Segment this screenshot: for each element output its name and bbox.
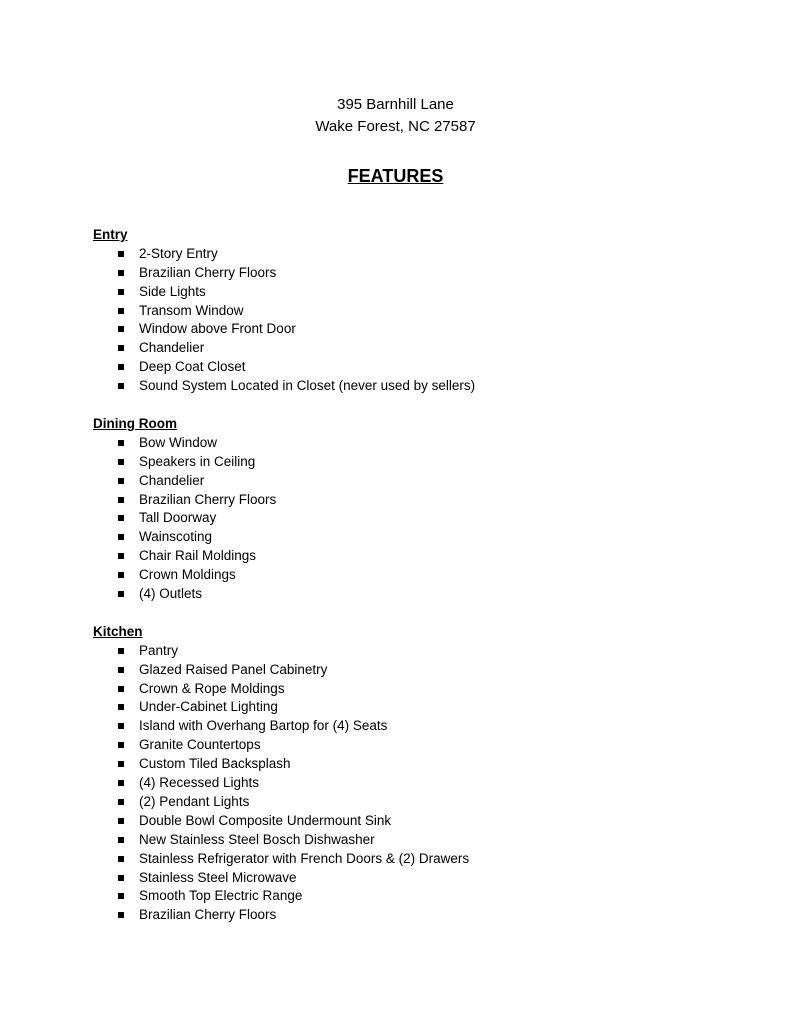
list-item-text: Chandelier — [139, 472, 205, 488]
list-item — [93, 698, 753, 717]
list-item — [93, 491, 753, 510]
section-dining-room — [93, 415, 753, 604]
section-heading: Dining Room — [93, 416, 177, 432]
list-item-text: Crown Moldings — [139, 567, 236, 583]
square-bullet-icon — [118, 515, 124, 521]
list-item — [93, 245, 753, 264]
square-bullet-icon — [118, 837, 124, 843]
section-heading: Kitchen — [93, 623, 143, 639]
feature-list — [93, 642, 753, 925]
list-item-text: New Stainless Steel Bosch Dishwasher — [139, 831, 375, 847]
list-item — [93, 869, 753, 888]
list-item-text: Smooth Top Electric Range — [139, 888, 303, 904]
list-item-text: Speakers in Ceiling — [139, 453, 256, 469]
list-item — [93, 509, 753, 528]
square-bullet-icon — [118, 497, 124, 503]
list-item-text: (2) Pendant Lights — [139, 793, 250, 809]
list-item — [93, 339, 753, 358]
square-bullet-icon — [118, 686, 124, 692]
square-bullet-icon — [118, 345, 124, 351]
square-bullet-icon — [118, 383, 124, 389]
list-item — [93, 793, 753, 812]
list-item — [93, 358, 753, 377]
square-bullet-icon — [118, 912, 124, 918]
list-item-text: Deep Coat Closet — [139, 359, 246, 375]
list-item-text: Custom Tiled Backsplash — [139, 756, 291, 772]
list-item — [93, 453, 753, 472]
list-item — [93, 906, 753, 925]
list-item — [93, 774, 753, 793]
list-item-text: Granite Countertops — [139, 737, 261, 753]
features-sections — [93, 226, 753, 944]
square-bullet-icon — [118, 893, 124, 899]
list-item-text: Side Lights — [139, 283, 206, 299]
square-bullet-icon — [118, 875, 124, 881]
list-item-text: 2-Story Entry — [139, 245, 218, 261]
list-item-text: Stainless Steel Microwave — [139, 869, 297, 885]
list-item — [93, 547, 753, 566]
list-item — [93, 302, 753, 321]
square-bullet-icon — [118, 818, 124, 824]
square-bullet-icon — [118, 289, 124, 295]
list-item-text: Double Bowl Composite Undermount Sink — [139, 812, 392, 828]
list-item — [93, 472, 753, 491]
section-entry — [93, 226, 753, 396]
list-item-text: Bow Window — [139, 434, 218, 450]
list-item-text: Island with Overhang Bartop for (4) Seats — [139, 718, 388, 734]
square-bullet-icon — [118, 704, 124, 710]
square-bullet-icon — [118, 742, 124, 748]
square-bullet-icon — [118, 780, 124, 786]
list-item — [93, 283, 753, 302]
list-item-text: Crown & Rope Moldings — [139, 680, 285, 696]
list-item — [93, 566, 753, 585]
address-city-state-zip: Wake Forest, NC 27587 — [315, 118, 476, 135]
section-kitchen — [93, 623, 753, 925]
list-item — [93, 585, 753, 604]
list-item-text: Glazed Raised Panel Cabinetry — [139, 661, 328, 677]
square-bullet-icon — [118, 326, 124, 332]
square-bullet-icon — [118, 572, 124, 578]
list-item — [93, 434, 753, 453]
list-item-text: Window above Front Door — [139, 321, 296, 337]
address-street: 395 Barnhill Lane — [337, 96, 454, 113]
list-item — [93, 528, 753, 547]
list-item-text: (4) Outlets — [139, 586, 203, 602]
list-item-text: Brazilian Cherry Floors — [139, 264, 277, 280]
square-bullet-icon — [118, 270, 124, 276]
list-item — [93, 661, 753, 680]
square-bullet-icon — [118, 553, 124, 559]
list-item — [93, 680, 753, 699]
list-item-text: Pantry — [139, 642, 179, 658]
list-item-text: Tall Doorway — [139, 510, 217, 526]
square-bullet-icon — [118, 648, 124, 654]
list-item — [93, 755, 753, 774]
list-item-text: Sound System Located in Closet (never used by sellers) — [139, 378, 476, 394]
list-item-text: Brazilian Cherry Floors — [139, 907, 277, 923]
list-item-text: Chandelier — [139, 340, 205, 356]
list-item-text: Wainscoting — [139, 529, 213, 545]
square-bullet-icon — [118, 799, 124, 805]
property-address — [0, 94, 791, 138]
list-item-text: Stainless Refrigerator with French Doors & (2) Drawers — [139, 850, 470, 866]
list-item — [93, 812, 753, 831]
square-bullet-icon — [118, 591, 124, 597]
feature-list — [93, 245, 753, 396]
list-item — [93, 831, 753, 850]
list-item — [93, 736, 753, 755]
list-item — [93, 887, 753, 906]
list-item — [93, 377, 753, 396]
square-bullet-icon — [118, 761, 124, 767]
list-item-text: Chair Rail Moldings — [139, 548, 257, 564]
square-bullet-icon — [118, 478, 124, 484]
list-item — [93, 264, 753, 283]
square-bullet-icon — [118, 364, 124, 370]
square-bullet-icon — [118, 251, 124, 257]
square-bullet-icon — [118, 856, 124, 862]
feature-list — [93, 434, 753, 604]
square-bullet-icon — [118, 667, 124, 673]
list-item-text: Brazilian Cherry Floors — [139, 491, 277, 507]
list-item-text: Transom Window — [139, 302, 244, 318]
list-item-text: (4) Recessed Lights — [139, 775, 260, 791]
square-bullet-icon — [118, 308, 124, 314]
list-item — [93, 320, 753, 339]
list-item — [93, 717, 753, 736]
list-item — [93, 642, 753, 661]
square-bullet-icon — [118, 534, 124, 540]
list-item-text: Under-Cabinet Lighting — [139, 699, 278, 715]
list-item — [93, 850, 753, 869]
square-bullet-icon — [118, 459, 124, 465]
square-bullet-icon — [118, 440, 124, 446]
page-title: FEATURES — [347, 166, 444, 186]
square-bullet-icon — [118, 723, 124, 729]
section-heading: Entry — [93, 227, 128, 242]
